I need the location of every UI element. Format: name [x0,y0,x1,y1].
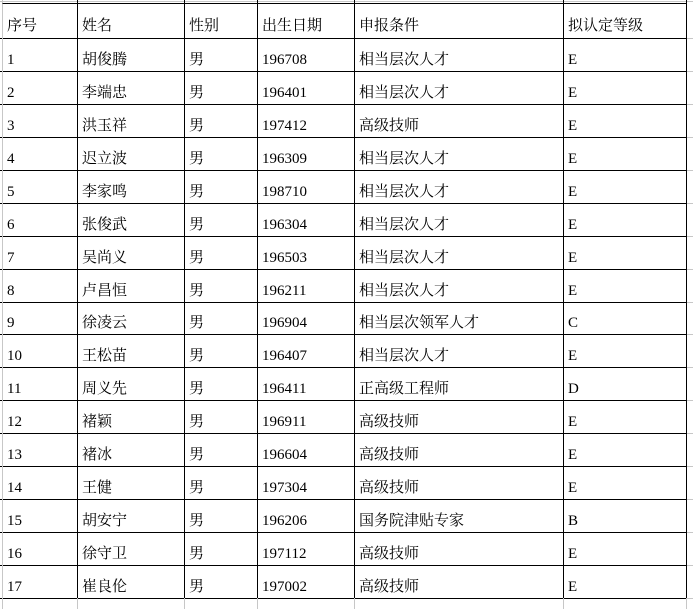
table-cell[interactable]: 王健 [78,467,185,500]
gridline [687,334,693,335]
gridline [687,598,693,599]
gridline [184,598,185,609]
table-cell[interactable]: 10 [3,335,78,368]
table-cell[interactable]: 高级技师 [355,105,564,138]
table-cell[interactable]: E [564,171,687,204]
gridline [77,598,78,609]
table-cell[interactable]: 16 [3,533,78,566]
gridline [687,170,693,171]
table-cell[interactable]: 相当层次领军人才 [355,303,564,336]
table-cell[interactable]: 197112 [258,533,355,566]
table-cell[interactable]: E [564,434,687,467]
gridline [687,269,693,270]
gridline [687,532,693,533]
column-header-grade[interactable]: 拟认定等级 [564,4,687,39]
table-cell[interactable]: 周义先 [78,368,185,401]
table-cell[interactable]: 国务院津贴专家 [355,500,564,533]
table-cell[interactable]: 2 [3,72,78,105]
gridline [0,269,2,270]
table-cell[interactable]: 李端忠 [78,72,185,105]
table-cell[interactable]: 11 [3,368,78,401]
table-cell[interactable]: 196407 [258,335,355,368]
table-cell[interactable]: 196211 [258,270,355,303]
gridline [0,38,2,39]
table-cell[interactable]: 褚冰 [78,434,185,467]
table-cell[interactable]: E [564,467,687,500]
gridline [0,334,2,335]
table-cell[interactable]: 15 [3,500,78,533]
table-cell[interactable]: 198710 [258,171,355,204]
table-cell[interactable]: E [564,533,687,566]
gridline [0,71,2,72]
gridline [687,499,693,500]
gridline [77,0,78,3]
gridline [687,400,693,401]
gridline [563,0,564,3]
table-cell[interactable]: 196411 [258,368,355,401]
table-cell[interactable]: 高级技师 [355,533,564,566]
table-cell[interactable]: 196604 [258,434,355,467]
table-cell[interactable]: 胡安宁 [78,500,185,533]
table-cell[interactable]: 197304 [258,467,355,500]
gridline [687,565,693,566]
gridline [0,203,2,204]
table-cell[interactable]: 196708 [258,39,355,72]
table-cell[interactable]: E [564,105,687,138]
table-cell[interactable]: E [564,335,687,368]
column-header-condition[interactable]: 申报条件 [355,4,564,39]
table-cell[interactable]: 男 [185,72,258,105]
gridline [257,0,258,3]
table-cell[interactable]: 徐守卫 [78,533,185,566]
table-cell[interactable]: 男 [185,39,258,72]
table-cell[interactable]: 相当层次人才 [355,204,564,237]
gridline [2,598,3,609]
gridline [0,466,2,467]
gridline [257,598,258,609]
table-cell[interactable]: 男 [185,500,258,533]
table-cell[interactable]: 胡俊腾 [78,39,185,72]
gridline [0,236,2,237]
table-cell[interactable]: 男 [185,434,258,467]
table-cell[interactable]: E [564,204,687,237]
gridline [687,203,693,204]
table-cell[interactable]: 196304 [258,204,355,237]
gridline [0,499,2,500]
table-cell[interactable]: 相当层次人才 [355,237,564,270]
table-cell[interactable]: 相当层次人才 [355,138,564,171]
table-cell[interactable]: 王松苗 [78,335,185,368]
table-cell[interactable]: 196309 [258,138,355,171]
table-cell[interactable]: 高级技师 [355,434,564,467]
table-cell[interactable]: 1 [3,39,78,72]
table-cell[interactable]: 9 [3,303,78,336]
table-cell[interactable]: 197002 [258,566,355,599]
table-cell[interactable]: 高级技师 [355,566,564,599]
table-cell[interactable]: 相当层次人才 [355,171,564,204]
gridline [0,400,2,401]
table-cell[interactable]: 褚颖 [78,401,185,434]
table-cell[interactable]: 男 [185,335,258,368]
gridline [354,0,355,3]
gridline [687,104,693,105]
table-cell[interactable]: 相当层次人才 [355,72,564,105]
table-cell[interactable]: 正高级工程师 [355,368,564,401]
column-header-no[interactable]: 序号 [3,4,78,39]
gridline [563,598,564,609]
table-cell[interactable]: 197412 [258,105,355,138]
gridline [687,137,693,138]
table-cell[interactable]: 相当层次人才 [355,270,564,303]
table-cell[interactable]: 7 [3,237,78,270]
gridline [0,137,2,138]
gridline [0,302,2,303]
gridline [687,71,693,72]
table-cell[interactable]: B [564,500,687,533]
table-cell[interactable]: 男 [185,401,258,434]
talent-grade-table [2,3,687,599]
table-cell[interactable]: 迟立波 [78,138,185,171]
table-cell[interactable]: 13 [3,434,78,467]
gridline [0,532,2,533]
table-cell[interactable]: 196401 [258,72,355,105]
column-header-birthdate[interactable]: 出生日期 [258,4,355,39]
table-cell[interactable]: 4 [3,138,78,171]
table-cell[interactable]: 男 [185,533,258,566]
table-cell[interactable]: 男 [185,566,258,599]
gridline [0,598,2,599]
column-header-gender[interactable]: 性别 [185,4,258,39]
table-cell[interactable]: 张俊武 [78,204,185,237]
table-cell[interactable]: 8 [3,270,78,303]
table-cell[interactable]: 196911 [258,401,355,434]
table-cell[interactable]: 男 [185,204,258,237]
gridline [687,367,693,368]
gridline [354,598,355,609]
gridline [686,0,687,3]
gridline [687,38,693,39]
table-cell[interactable]: E [564,401,687,434]
gridline [687,302,693,303]
table-cell[interactable]: D [564,368,687,401]
gridline [184,0,185,3]
table-cell[interactable]: E [564,237,687,270]
table-cell[interactable]: 男 [185,138,258,171]
table-cell[interactable]: 17 [3,566,78,599]
gridline [0,104,2,105]
table-cell[interactable]: 6 [3,204,78,237]
table-cell[interactable]: 男 [185,237,258,270]
table-cell[interactable]: 男 [185,270,258,303]
gridline [0,367,2,368]
table-cell[interactable]: 5 [3,171,78,204]
table-cell[interactable]: C [564,303,687,336]
table-cell[interactable]: 14 [3,467,78,500]
gridline [0,565,2,566]
table-cell[interactable]: E [564,39,687,72]
table-cell[interactable]: 相当层次人才 [355,39,564,72]
gridline [0,170,2,171]
gridline [686,598,687,609]
column-header-name[interactable]: 姓名 [78,4,185,39]
table-cell[interactable]: 李家鸣 [78,171,185,204]
table-cell[interactable]: 196503 [258,237,355,270]
table-cell[interactable]: 男 [185,105,258,138]
table-cell[interactable]: 崔良伦 [78,566,185,599]
table-cell[interactable]: E [564,138,687,171]
gridline [2,0,3,3]
table-cell[interactable]: 洪玉祥 [78,105,185,138]
gridline [687,433,693,434]
table-cell[interactable]: E [564,270,687,303]
table-cell[interactable]: 196904 [258,303,355,336]
table-cell[interactable]: 相当层次人才 [355,335,564,368]
table-cell[interactable]: 12 [3,401,78,434]
gridline [0,1,693,2]
table-cell[interactable]: 3 [3,105,78,138]
gridline [687,466,693,467]
table-cell[interactable]: 男 [185,171,258,204]
table-cell[interactable]: 男 [185,467,258,500]
gridline [687,236,693,237]
table-cell[interactable]: 196206 [258,500,355,533]
table-cell[interactable]: 吴尚义 [78,237,185,270]
table-cell[interactable]: 高级技师 [355,401,564,434]
table-cell[interactable]: E [564,72,687,105]
table-cell[interactable]: 高级技师 [355,467,564,500]
gridline [0,433,2,434]
table-cell[interactable]: 卢昌恒 [78,270,185,303]
table-cell[interactable]: E [564,566,687,599]
table-cell[interactable]: 男 [185,368,258,401]
table-cell[interactable]: 男 [185,303,258,336]
table-cell[interactable]: 徐凌云 [78,303,185,336]
